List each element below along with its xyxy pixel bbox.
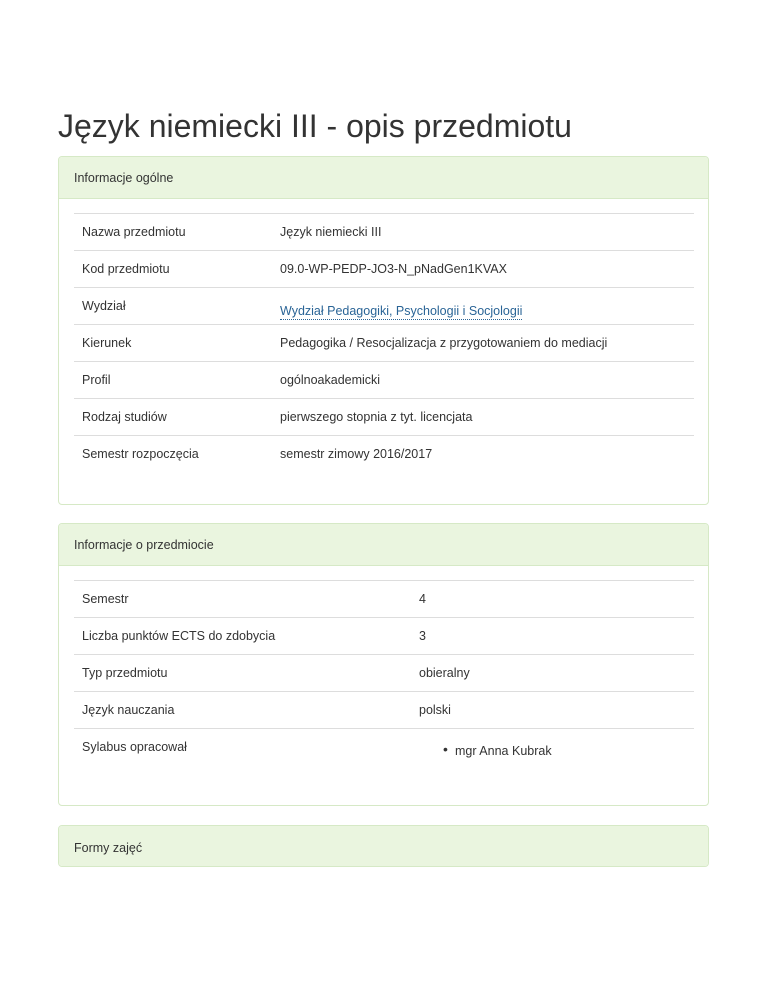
row-value: pierwszego stopnia z tyt. licencjata: [272, 399, 694, 436]
page-title: Język niemiecki III - opis przedmiotu: [58, 108, 572, 144]
row-label: Wydział: [74, 288, 272, 325]
table-row: [74, 655, 694, 692]
author-name: mgr Anna Kubrak: [455, 744, 552, 758]
row-label: Semestr rozpoczęcia: [74, 436, 272, 473]
table-row: [74, 362, 694, 399]
row-label: Rodzaj studiów: [74, 399, 272, 436]
row-label: Język nauczania: [74, 692, 411, 729]
table-row: [74, 436, 694, 473]
table-row: [74, 399, 694, 436]
row-value: [411, 729, 694, 766]
row-value: 09.0-WP-PEDP-JO3-N_pNadGen1KVAX: [272, 251, 694, 288]
row-label: Kierunek: [74, 325, 272, 362]
class-forms-heading: Formy zajęć: [59, 826, 708, 866]
class-forms-panel: [58, 825, 709, 867]
subject-info-table: [74, 580, 694, 765]
row-label: Nazwa przedmiotu: [74, 214, 272, 251]
row-value: obieralny: [411, 655, 694, 692]
general-info-table: [74, 213, 694, 472]
table-row: [74, 692, 694, 729]
bullet-icon: •: [443, 741, 448, 757]
subject-info-panel: [58, 523, 709, 806]
row-value: 3: [411, 618, 694, 655]
row-label: Sylabus opracował: [74, 729, 411, 766]
table-row: [74, 581, 694, 618]
row-value: 4: [411, 581, 694, 618]
row-value: Język niemiecki III: [272, 214, 694, 251]
table-row: [74, 251, 694, 288]
general-info-panel: [58, 156, 709, 505]
row-label: Kod przedmiotu: [74, 251, 272, 288]
table-row: [74, 288, 694, 325]
row-label: Typ przedmiotu: [74, 655, 411, 692]
row-label: Profil: [74, 362, 272, 399]
author-list: [419, 741, 686, 758]
faculty-link[interactable]: Wydział Pedagogiki, Psychologii i Socjologii: [280, 304, 523, 318]
table-row: [74, 729, 694, 766]
row-value: ogólnoakademicki: [272, 362, 694, 399]
row-value: Pedagogika / Resocjalizacja z przygotowaniem do mediacji: [272, 325, 694, 362]
row-value: semestr zimowy 2016/2017: [272, 436, 694, 473]
row-value: [272, 288, 694, 325]
row-label: Liczba punktów ECTS do zdobycia: [74, 618, 411, 655]
subject-info-heading: Informacje o przedmiocie: [59, 524, 708, 566]
list-item: [419, 741, 686, 758]
general-info-heading: Informacje ogólne: [59, 157, 708, 199]
row-value: polski: [411, 692, 694, 729]
row-label: Semestr: [74, 581, 411, 618]
table-row: [74, 618, 694, 655]
table-row: [74, 214, 694, 251]
table-row: [74, 325, 694, 362]
